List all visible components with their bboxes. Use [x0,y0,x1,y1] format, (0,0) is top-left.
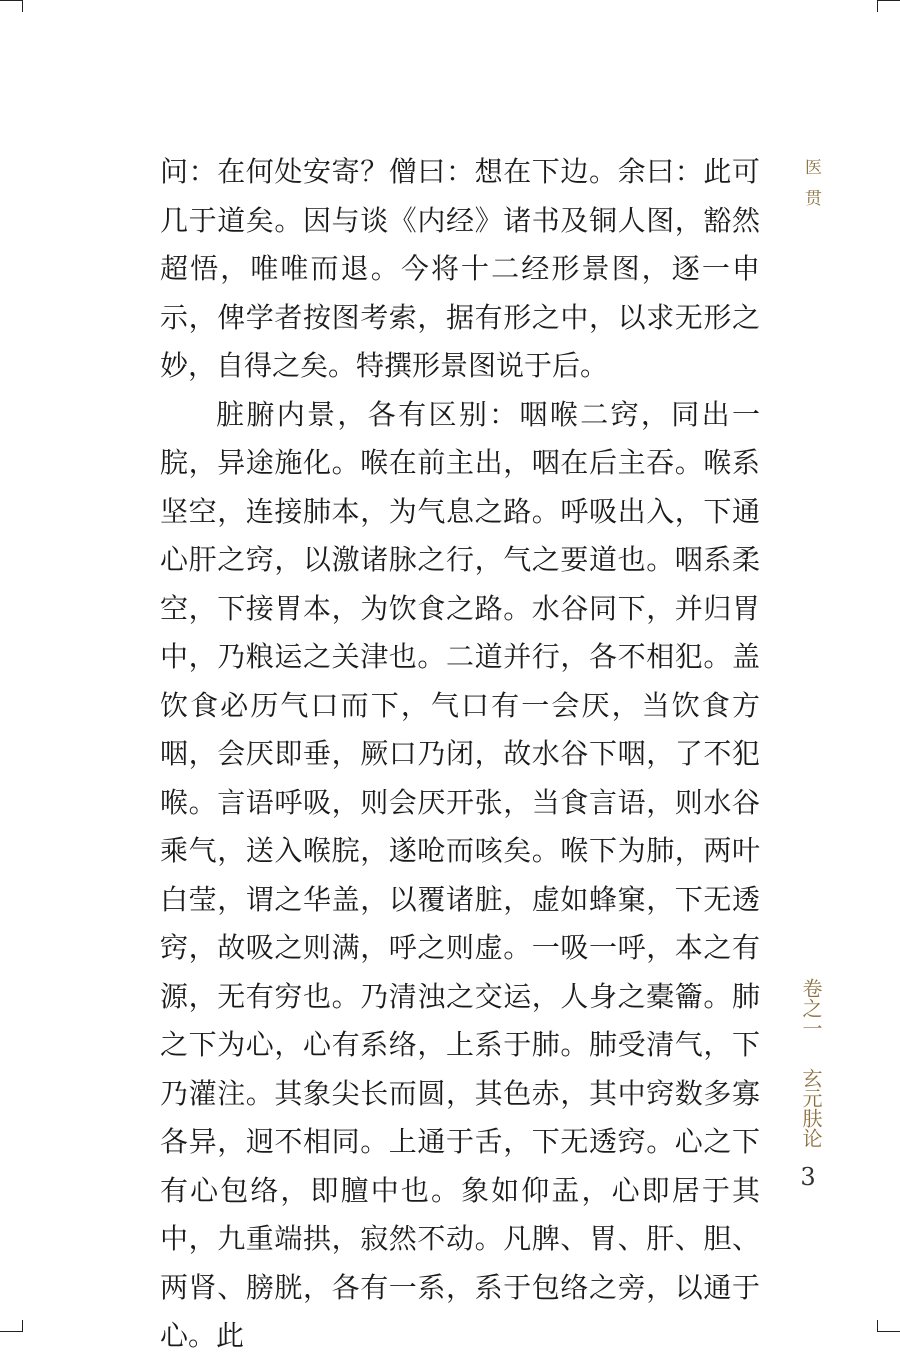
crop-mark [0,0,22,1]
crop-mark [877,0,878,12]
running-head-chapter: 卷之一 [799,978,823,1038]
crop-mark [877,1320,878,1332]
crop-mark [878,0,900,1]
crop-mark [22,0,23,12]
running-head-book-title: 医贯 [801,158,821,220]
paragraph: 脏腑内景，各有区别：咽喉二窍，同出一脘，异途施化。喉在前主出，咽在后主吞。喉系坚空，连接肺本，为气息之路。呼吸出入，下通心肝之窍，以激诸脉之行，气之要道也。咽系柔空，下接胃本，为饮食之路。水谷同下，并归胃中，乃粮运之关津也。二道并行，各不相犯。盖饮食必历气口而下，气口有一会厌，当饮食方咽，会厌即垂，厥口乃闭，故水谷下咽，了不犯喉。言语呼吸，则会厌开张，当食言语，则水谷乘气，送入喉脘，遂呛而咳矣。喉下为肺，两叶白莹，谓之华盖，以覆诸脏，虚如蜂窠，下无透窍，故吸之则满，呼之则虚。一吸一呼，本之有源，无有穷也。乃清浊之交运，人身之橐籥。肺之下为心，心有系络，上系于肺。肺受清气，下乃灌注。其象尖长而圆，其色赤，其中窍数多寡各异，迥不相同。上通于舌，下无透窍。心之下有心包络，即膻中也。象如仰盂，心即居于其中，九重端拱，寂然不动。凡脾、胃、肝、胆、两肾、膀胱，各有一系，系于包络之旁，以通于心。此 [160,397,760,1352]
running-head-section: 玄元肤论 [799,1068,823,1148]
paragraph: 问：在何处安寄？僧曰：想在下边。余曰：此可几于道矣。因与谈《内经》诸书及铜人图，豁然超悟，唯唯而退。今将十二经形景图，逐一申示，俾学者按图考索，据有形之中，以求无形之妙，自得之矣。特撰形景图说于后。 [160,155,760,382]
page-number: 3 [800,1163,816,1191]
crop-mark [878,1331,900,1332]
crop-mark [22,1320,23,1332]
crop-mark [0,1331,22,1332]
main-text [160,148,760,1361]
